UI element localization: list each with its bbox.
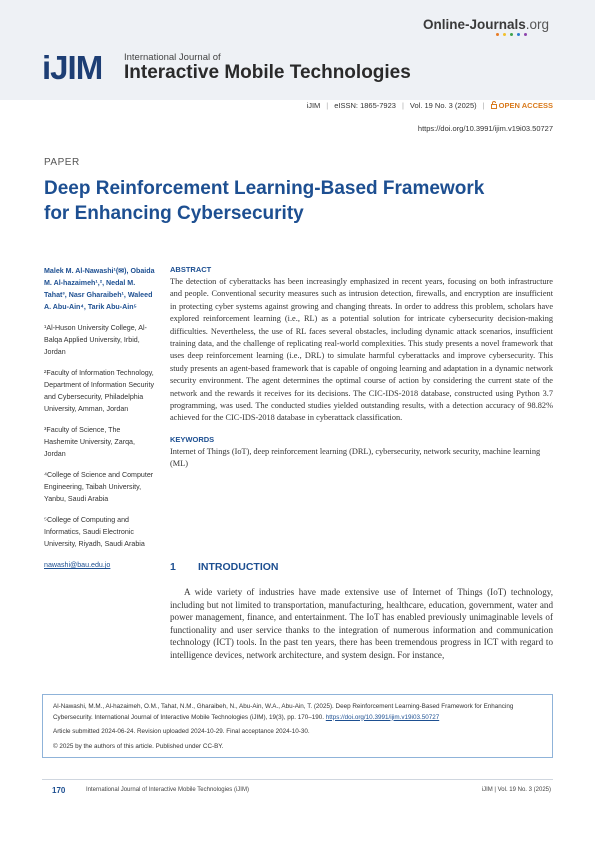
brand-dot — [510, 33, 513, 36]
brand-dot — [524, 33, 527, 36]
affiliation: ⁵College of Computing and Informatics, Saudi Electronic University, Riyadh, Saudi Arabia — [44, 516, 145, 548]
citation-entry — [53, 702, 542, 723]
page-number: 170 — [52, 786, 66, 795]
footer-journal-title: International Journal of Interactive Mobile Technologies (iJIM) — [86, 787, 249, 793]
brand-dot — [517, 33, 520, 36]
meta-separator: | — [482, 101, 485, 110]
article-dates: Article submitted 2024-06-24. Revision uploaded 2024-10-29. Final acceptance 2024-10-30. — [53, 728, 310, 735]
license-text: © 2025 by the authors of this article. Published under CC-BY. — [53, 742, 224, 750]
corresponding-email[interactable]: nawashi@bau.edu.jo — [44, 561, 111, 569]
affiliation: ³Faculty of Science, The Hashemite University, Zarqa, Jordan — [44, 426, 135, 458]
meta-journal: iJIM — [306, 101, 321, 110]
abstract-heading: ABSTRACT — [170, 265, 212, 274]
section-title: INTRODUCTION — [198, 561, 279, 573]
open-lock-icon — [491, 101, 497, 109]
affiliation: ¹Al-Huson University College, Al-Balqa Applied University, Irbid, Jordan — [44, 324, 147, 356]
title-line-1: Deep Reinforcement Learning-Based Framework — [44, 178, 485, 199]
citation-doi-link[interactable]: https://doi.org/10.3991/ijim.v19i03.50727 — [325, 713, 440, 721]
affiliation: ⁴College of Science and Computer Engineering, Taibah University, Yanbu, Saudi Arabia — [44, 471, 154, 503]
meta-separator: | — [401, 101, 404, 110]
brand-dots — [496, 33, 527, 36]
section-heading — [170, 561, 279, 573]
brand-name: Online-Journals — [422, 17, 526, 32]
meta-volume: Vol. 19 No. 3 (2025) — [409, 101, 477, 110]
author-sidebar — [44, 265, 156, 571]
journal-logo: iJIM — [42, 49, 103, 86]
journal-name: Interactive Mobile Technologies — [124, 62, 411, 83]
citation-box — [42, 694, 553, 758]
brand-dot — [496, 33, 499, 36]
article-type-label: PAPER — [44, 157, 80, 168]
keywords-heading: KEYWORDS — [170, 434, 215, 444]
doi-link[interactable]: https://doi.org/10.3991/ijim.v19i03.50727 — [417, 124, 553, 133]
open-access-badge[interactable] — [491, 101, 553, 110]
author-list: Malek M. Al-Nawashi¹(✉), Obaida M. Al-hazaimeh¹,², Nedal M. Tahat³, Nasr Gharaibeh¹, Waleed A. Abu-Ain⁴, Tarik Abu-Ain⁵ — [44, 267, 155, 311]
section-number: 1 — [170, 561, 176, 573]
title-line-2: for Enhancing Cybersecurity — [44, 203, 304, 224]
citation-text: Al-Nawashi, M.M., Al-hazaimeh, O.M., Tahat, N.M., Gharaibeh, N., Abu-Ain, W.A., Abu-Ain, T. (2025). Deep Reinforcement Learning-Based Framework for Enhancing Cybersecurity. International Journal of Interactive Mobile Technologies (iJIM), 19(3), pp. 170–190. — [53, 703, 514, 721]
abstract-section — [170, 265, 553, 471]
publisher-brand[interactable] — [423, 17, 549, 32]
open-access-label: OPEN ACCESS — [498, 101, 553, 110]
intro-paragraph: A wide variety of industries have made extensive use of Internet of Things (IoT) technology, including but not limited to transportation, manufacturing, healthcare, education, government, water and power management, finance, and entertainment. The IoT has enabled previously unimaginable levels of functionality and user service thanks to the integration of numerous information and communication technology (ICT) tools. In the past ten years, there has been tremendous progress in ICT with regard to intelligence devices, network architecture, and system design. For instance, — [170, 587, 553, 660]
journal-small-title: International Journal of — [124, 52, 221, 63]
paper-title — [44, 176, 504, 226]
brand-dot — [503, 33, 506, 36]
footer-divider — [42, 779, 553, 780]
brand-suffix: .org — [525, 17, 549, 32]
meta-separator: | — [326, 101, 329, 110]
footer-issue: iJIM | Vol. 19 No. 3 (2025) — [481, 787, 551, 793]
meta-eissn: eISSN: 1865-7923 — [334, 101, 396, 110]
affiliation: ²Faculty of Information Technology, Department of Information Security and Cybersecurity, Philadelphia University, Amman, Jordan — [44, 369, 155, 413]
issue-meta — [307, 101, 553, 110]
abstract-text: The detection of cyberattacks has been increasingly emphasized in recent years, focusing on both infrastructure and people. Conventional security measures such as intrusion detection, firewalls, and encryption are insufficient in protecting cyber systems against growing and changing threats. In order to address this problem, scholars have explored reinforcement learning (i.e., RL) as a potential solution for intricate cybersecurity decision-making difficulties. Nevertheless, the use of RL faces several obstacles, including dynamic attack scenarios, insufficient training data, and the challenge of replicating real-world complexities. This study presents a novel framework that uses deep reinforcement learning (i.e., DRL) to simulate harmful cyberattacks and improve cybersecurity. This study presents an agent-based framework that is capable of ongoing learning and adaptation in a dynamic network security environment. The agent determines the optimal course of action by considering the current state of the network and the rewards it receives for its decisions. The CIC-IDS-2018 database, constructed using Python 3.7 programming, was used. The conducted studies yielded outstanding results, with a detection accuracy of 98.82% achieved for the CIC-IDS-2018 database in cyberattack classification. — [170, 277, 553, 423]
keywords-text: Internet of Things (IoT), deep reinforcement learning (DRL), cybersecurity, network security, machine learning (ML) — [170, 446, 541, 469]
